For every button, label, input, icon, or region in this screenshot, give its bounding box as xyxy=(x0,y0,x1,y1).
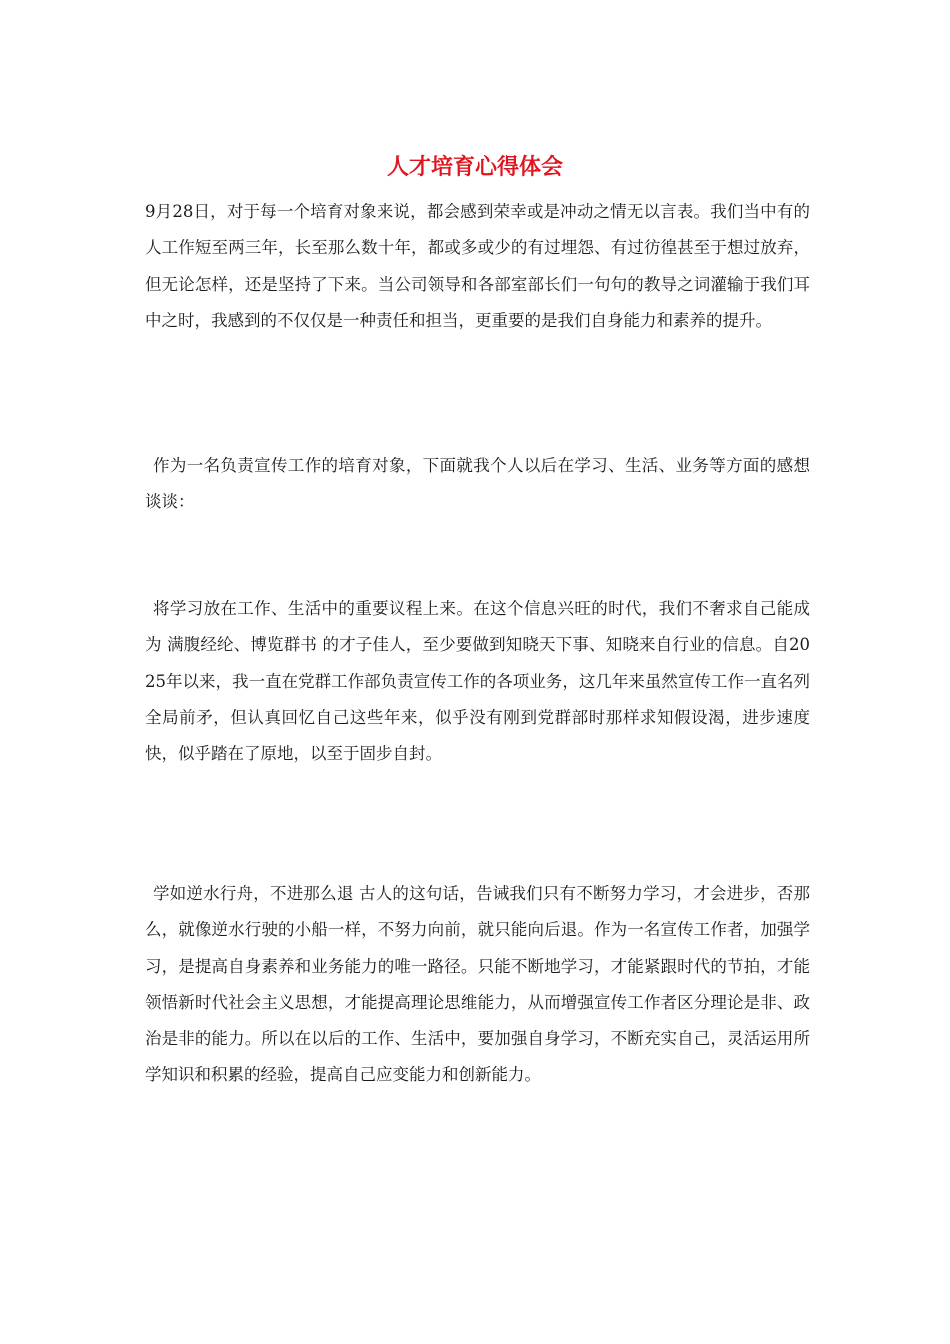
document-title: 人才培育心得体会 xyxy=(386,154,563,180)
paragraph-3: 将学习放在工作、生活中的重要议程上来。在这个信息兴旺的时代，我们不奢求自己能成为 满腹经纶、博览群书 的才子佳人，至少要做到知晓天下事、知晓来自行业的信息。自2025年以来，我一直在党群工作部负责宣传工作的各项业务，这几年来虽然宣传工作一直名列全局前矛，但认真回忆自己这些年来，似乎没有刚到党群部时那样求知假设渴，进步速度快，似乎踏在了原地，以至于固步自封。 xyxy=(145,599,810,764)
paragraph-1: 9月28日，对于每一个培育对象来说，都会感到荣幸或是冲动之情无以言表。我们当中有的人工作短至两三年，长至那么数十年，都或多或少的有过埋怨、有过彷徨甚至于想过放弃，但无论怎样，还是坚持了下来。当公司领导和各部室部长们一句句的教导之词灌输于我们耳中之时，我感到的不仅仅是一种责任和担当，更重要的是我们自身能力和素养的提升。 xyxy=(145,202,810,330)
paragraph-4: 学如逆水行舟，不进那么退 古人的这句话，告诫我们只有不断努力学习，才会进步，否那么，就像逆水行驶的小船一样，不努力向前，就只能向后退。作为一名宣传工作者，加强学习，是提高自身素养和业务能力的唯一路径。只能不断地学习，才能紧跟时代的节拍，才能领悟新时代社会主义思想，才能提高理论思维能力，从而增强宣传工作者区分理论是非、政治是非的能力。所以在以后的工作、生活中，要加强自身学习，不断充实自己，灵活运用所学知识和积累的经验，提高自己应变能力和创新能力。 xyxy=(145,884,810,1085)
paragraph-2: 作为一名负责宣传工作的培育对象，下面就我个人以后在学习、生活、业务等方面的感想谈谈： xyxy=(145,456,810,512)
